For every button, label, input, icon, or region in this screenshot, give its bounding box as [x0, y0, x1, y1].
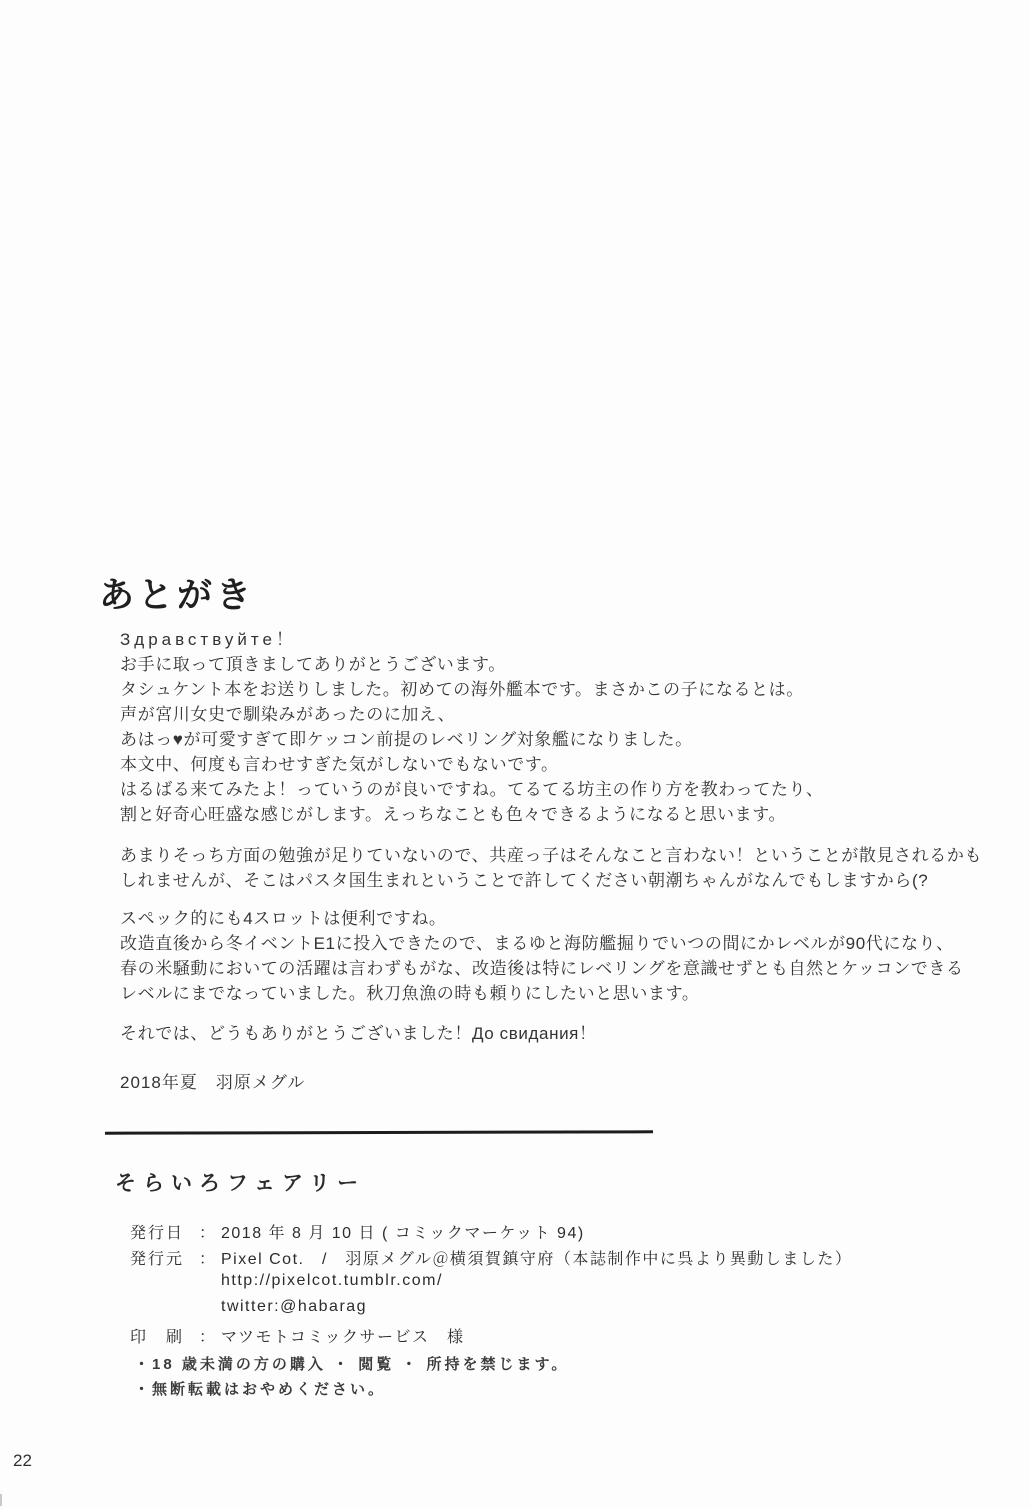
text-line: あはっ♥が可愛すぎて即ケッコン前提のレベリング対象艦になりました。 — [120, 730, 693, 749]
text-line: 割と好奇心旺盛な感じがします。えっちなことも色々できるようになると思います。 — [120, 805, 787, 824]
closing-line: それでは、どうもありがとうございました！До свидания！ — [120, 1024, 597, 1043]
text-line: 声が宮川女史で馴染みがあったのに加え、 — [120, 705, 456, 724]
row-separator: ： — [198, 1251, 215, 1268]
no-reproduction-note: ・無断転載はおやめください。 — [134, 1381, 387, 1398]
page-number: 22 — [13, 1451, 32, 1470]
colophon-row-publisher — [130, 1246, 852, 1272]
divider-rule — [105, 1130, 653, 1134]
afterword-paragraph-2 — [120, 843, 982, 893]
text-line: 改造直後から冬イベントE1に投入できたので、まるゆと海防艦掘りでいつの間にかレベルが90代になり、 — [120, 934, 954, 953]
legal-notes — [134, 1352, 569, 1402]
text-line: はるばる来てみたよ！っていうのが良いですね。てるてる坊主の作り方を教わってたり、 — [120, 780, 824, 799]
row-label: 発行日 — [130, 1225, 185, 1242]
row-label: 印 刷 — [130, 1329, 185, 1346]
text-line: タシュケント本をお送りしました。初めての海外艦本です。まさかこの子になるとは。 — [120, 680, 804, 699]
text-line: お手に取って頂きましてありがとうございます。 — [120, 655, 506, 674]
colophon-row-printer — [130, 1324, 852, 1350]
afterword-heading: あとがき — [99, 576, 256, 615]
author-signature: 2018年夏 羽原メグル — [120, 1073, 306, 1092]
text-line: 春の米騒動においての活躍は言わずもがな、改造後は特にレベリングを意識せずとも自然とケッコンできる — [120, 959, 964, 978]
publish-date: 2018 年 8 月 10 日 ( コミックマーケット 94) — [221, 1225, 585, 1242]
age-restriction-note: ・18 歳未満の方の購入 ・ 閲覧 ・ 所持を禁じます。 — [134, 1356, 570, 1373]
afterword-paragraph-3 — [120, 906, 964, 1006]
website-url: http://pixelcot.tumblr.com/ — [221, 1272, 443, 1289]
text-line: あまりそっち方面の勉強が足りていないので、共産っ子はそんなこと言わない！ということが散見されるかも — [120, 846, 983, 865]
colophon-row-twitter — [130, 1298, 852, 1324]
text-line: スペック的にも4スロットは便利ですね。 — [120, 909, 447, 928]
text-line: しれませんが、そこはパスタ国生まれということで許してください朝潮ちゃんがなんでもしますから(? — [120, 871, 929, 890]
twitter-handle: twitter:@habarag — [221, 1298, 368, 1315]
scan-artifact — [0, 1494, 2, 1506]
publisher-name: Pixel Cot. / 羽原メグル＠横須賀鎮守府（本誌制作中に呉より異動しました） — [221, 1251, 853, 1268]
text-line: レベルにまでなっていました。秋刀魚漁の時も頼りにしたいと思います。 — [120, 984, 700, 1003]
text-line: Здравствуйте！ — [120, 630, 297, 649]
printer-name: マツモトコミックサービス 様 — [221, 1329, 465, 1346]
afterword-paragraph-1 — [120, 627, 824, 827]
row-separator: ： — [198, 1329, 215, 1346]
row-label: 発行元 — [130, 1251, 185, 1268]
text-line: 本文中、何度も言わせすぎた気がしないでもないです。 — [120, 755, 559, 774]
colophon-row-publish-date — [130, 1220, 852, 1246]
book-title: そらいろフェアリー — [115, 1172, 366, 1195]
row-separator: ： — [198, 1225, 215, 1242]
colophon-row-website — [130, 1272, 852, 1298]
colophon-block — [130, 1220, 852, 1350]
